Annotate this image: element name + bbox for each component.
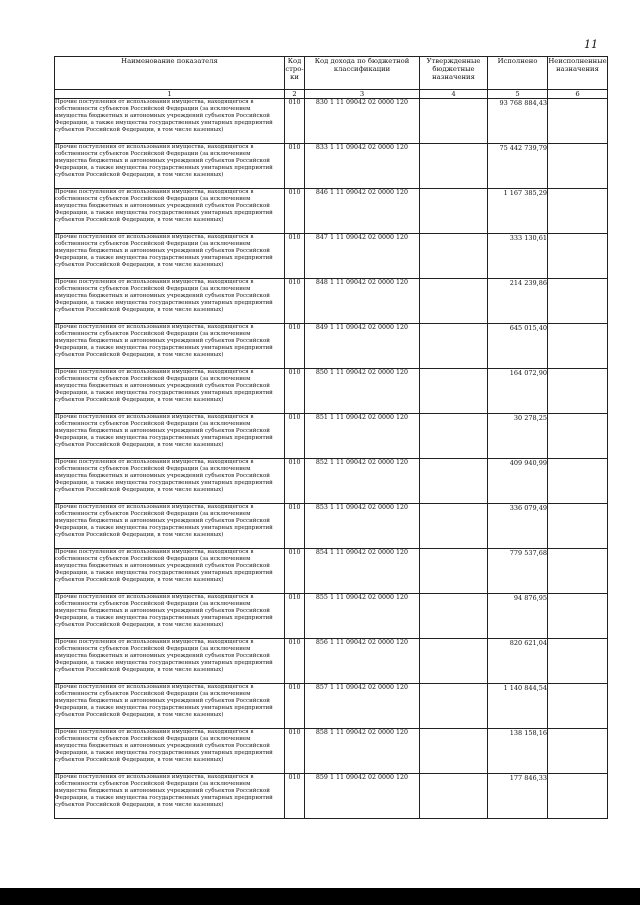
unexecuted-cell: [548, 504, 608, 549]
indicator-name-cell: Прочие поступления от использования имущества, находящегося в собственности субъектов Российской Федерации (за исключением имущества бюджетных и автономных учреждений субъектов Российской Федерации, а также имущества государственных унитарных предприятий субъектов Российской Федерации, в том числе казенных): [55, 639, 285, 684]
header-line-code: Код стро-ки: [285, 57, 305, 90]
approved-cell: [420, 504, 488, 549]
income-code-cell: 847 1 11 09042 02 0000 120: [305, 234, 420, 279]
table-row: [55, 459, 608, 504]
line-code-cell: 010: [285, 279, 305, 324]
unexecuted-cell: [548, 144, 608, 189]
unexecuted-cell: [548, 729, 608, 774]
income-code-cell: 854 1 11 09042 02 0000 120: [305, 549, 420, 594]
line-code-cell: 010: [285, 684, 305, 729]
approved-cell: [420, 729, 488, 774]
indicator-name-cell: Прочие поступления от использования имущества, находящегося в собственности субъектов Российской Федерации (за исключением имущества бюджетных и автономных учреждений субъектов Российской Федерации, а также имущества государственных унитарных предприятий субъектов Российской Федерации, в том числе казенных): [55, 594, 285, 639]
approved-cell: [420, 369, 488, 414]
income-code-cell: 846 1 11 09042 02 0000 120: [305, 189, 420, 234]
unexecuted-cell: [548, 279, 608, 324]
unexecuted-cell: [548, 684, 608, 729]
header-executed: Исполнено: [488, 57, 548, 90]
executed-cell: 177 846,33: [488, 774, 548, 819]
indicator-name-cell: Прочие поступления от использования имущества, находящегося в собственности субъектов Российской Федерации (за исключением имущества бюджетных и автономных учреждений субъектов Российской Федерации, а также имущества государственных унитарных предприятий субъектов Российской Федерации, в том числе казенных): [55, 549, 285, 594]
unexecuted-cell: [548, 549, 608, 594]
table-row: [55, 549, 608, 594]
income-code-cell: 848 1 11 09042 02 0000 120: [305, 279, 420, 324]
table-row: [55, 144, 608, 189]
table-row: [55, 414, 608, 459]
table-row: [55, 324, 608, 369]
executed-cell: 164 072,90: [488, 369, 548, 414]
page-number: 11: [584, 38, 598, 51]
approved-cell: [420, 549, 488, 594]
income-code-cell: 859 1 11 09042 02 0000 120: [305, 774, 420, 819]
line-code-cell: 010: [285, 144, 305, 189]
executed-cell: 333 130,61: [488, 234, 548, 279]
executed-cell: 30 278,25: [488, 414, 548, 459]
indicator-name-cell: Прочие поступления от использования имущества, находящегося в собственности субъектов Российской Федерации (за исключением имущества бюджетных и автономных учреждений субъектов Российской Федерации, а также имущества государственных унитарных предприятий субъектов Российской Федерации, в том числе казенных): [55, 504, 285, 549]
unexecuted-cell: [548, 324, 608, 369]
header-unexecuted: Неисполненные назначения: [548, 57, 608, 90]
executed-cell: 94 876,95: [488, 594, 548, 639]
line-code-cell: 010: [285, 414, 305, 459]
header-name: Наименование показателя: [55, 57, 285, 90]
table-row: [55, 369, 608, 414]
executed-cell: 214 239,86: [488, 279, 548, 324]
line-code-cell: 010: [285, 639, 305, 684]
column-number: 2: [285, 90, 305, 99]
indicator-name-cell: Прочие поступления от использования имущества, находящегося в собственности субъектов Российской Федерации (за исключением имущества бюджетных и автономных учреждений субъектов Российской Федерации, а также имущества государственных унитарных предприятий субъектов Российской Федерации, в том числе казенных): [55, 684, 285, 729]
indicator-name-cell: Прочие поступления от использования имущества, находящегося в собственности субъектов Российской Федерации (за исключением имущества бюджетных и автономных учреждений субъектов Российской Федерации, а также имущества государственных унитарных предприятий субъектов Российской Федерации, в том числе казенных): [55, 234, 285, 279]
approved-cell: [420, 324, 488, 369]
column-number-row: [55, 90, 608, 99]
executed-cell: 336 079,49: [488, 504, 548, 549]
unexecuted-cell: [548, 369, 608, 414]
line-code-cell: 010: [285, 594, 305, 639]
unexecuted-cell: [548, 189, 608, 234]
executed-cell: 138 158,16: [488, 729, 548, 774]
income-code-cell: 852 1 11 09042 02 0000 120: [305, 459, 420, 504]
unexecuted-cell: [548, 459, 608, 504]
executed-cell: 1 140 844,54: [488, 684, 548, 729]
table-row: [55, 594, 608, 639]
income-code-cell: 856 1 11 09042 02 0000 120: [305, 639, 420, 684]
line-code-cell: 010: [285, 549, 305, 594]
unexecuted-cell: [548, 99, 608, 144]
line-code-cell: 010: [285, 729, 305, 774]
executed-cell: 645 015,40: [488, 324, 548, 369]
indicator-name-cell: Прочие поступления от использования имущества, находящегося в собственности субъектов Российской Федерации (за исключением имущества бюджетных и автономных учреждений субъектов Российской Федерации, а также имущества государственных унитарных предприятий субъектов Российской Федерации, в том числе казенных): [55, 774, 285, 819]
executed-cell: 779 537,68: [488, 549, 548, 594]
column-number: 1: [55, 90, 285, 99]
approved-cell: [420, 639, 488, 684]
income-code-cell: 849 1 11 09042 02 0000 120: [305, 324, 420, 369]
approved-cell: [420, 99, 488, 144]
line-code-cell: 010: [285, 189, 305, 234]
column-number: 4: [420, 90, 488, 99]
income-report-table: [54, 56, 608, 819]
approved-cell: [420, 684, 488, 729]
income-code-cell: 850 1 11 09042 02 0000 120: [305, 369, 420, 414]
table-row: [55, 99, 608, 144]
line-code-cell: 010: [285, 369, 305, 414]
approved-cell: [420, 279, 488, 324]
table-row: [55, 504, 608, 549]
income-code-cell: 833 1 11 09042 02 0000 120: [305, 144, 420, 189]
table-header-row: [55, 57, 608, 90]
approved-cell: [420, 594, 488, 639]
indicator-name-cell: Прочие поступления от использования имущества, находящегося в собственности субъектов Российской Федерации (за исключением имущества бюджетных и автономных учреждений субъектов Российской Федерации, а также имущества государственных унитарных предприятий субъектов Российской Федерации, в том числе казенных): [55, 729, 285, 774]
indicator-name-cell: Прочие поступления от использования имущества, находящегося в собственности субъектов Российской Федерации (за исключением имущества бюджетных и автономных учреждений субъектов Российской Федерации, а также имущества государственных унитарных предприятий субъектов Российской Федерации, в том числе казенных): [55, 279, 285, 324]
indicator-name-cell: Прочие поступления от использования имущества, находящегося в собственности субъектов Российской Федерации (за исключением имущества бюджетных и автономных учреждений субъектов Российской Федерации, а также имущества государственных унитарных предприятий субъектов Российской Федерации, в том числе казенных): [55, 144, 285, 189]
indicator-name-cell: Прочие поступления от использования имущества, находящегося в собственности субъектов Российской Федерации (за исключением имущества бюджетных и автономных учреждений субъектов Российской Федерации, а также имущества государственных унитарных предприятий субъектов Российской Федерации, в том числе казенных): [55, 414, 285, 459]
approved-cell: [420, 774, 488, 819]
approved-cell: [420, 459, 488, 504]
indicator-name-cell: Прочие поступления от использования имущества, находящегося в собственности субъектов Российской Федерации (за исключением имущества бюджетных и автономных учреждений субъектов Российской Федерации, а также имущества государственных унитарных предприятий субъектов Российской Федерации, в том числе казенных): [55, 459, 285, 504]
column-number: 5: [488, 90, 548, 99]
indicator-name-cell: Прочие поступления от использования имущества, находящегося в собственности субъектов Российской Федерации (за исключением имущества бюджетных и автономных учреждений субъектов Российской Федерации, а также имущества государственных унитарных предприятий субъектов Российской Федерации, в том числе казенных): [55, 324, 285, 369]
unexecuted-cell: [548, 594, 608, 639]
unexecuted-cell: [548, 234, 608, 279]
income-code-cell: 830 1 11 09042 02 0000 120: [305, 99, 420, 144]
line-code-cell: 010: [285, 99, 305, 144]
executed-cell: 75 442 739,79: [488, 144, 548, 189]
line-code-cell: 010: [285, 324, 305, 369]
table-row: [55, 189, 608, 234]
table-row: [55, 639, 608, 684]
line-code-cell: 010: [285, 234, 305, 279]
table-row: [55, 234, 608, 279]
executed-cell: 409 940,99: [488, 459, 548, 504]
table-row: [55, 684, 608, 729]
line-code-cell: 010: [285, 774, 305, 819]
income-code-cell: 855 1 11 09042 02 0000 120: [305, 594, 420, 639]
table-body: [55, 99, 608, 819]
executed-cell: 93 768 884,43: [488, 99, 548, 144]
line-code-cell: 010: [285, 459, 305, 504]
column-number: 3: [305, 90, 420, 99]
income-code-cell: 851 1 11 09042 02 0000 120: [305, 414, 420, 459]
executed-cell: 820 621,04: [488, 639, 548, 684]
approved-cell: [420, 189, 488, 234]
approved-cell: [420, 234, 488, 279]
income-code-cell: 858 1 11 09042 02 0000 120: [305, 729, 420, 774]
unexecuted-cell: [548, 414, 608, 459]
approved-cell: [420, 144, 488, 189]
income-code-cell: 857 1 11 09042 02 0000 120: [305, 684, 420, 729]
indicator-name-cell: Прочие поступления от использования имущества, находящегося в собственности субъектов Российской Федерации (за исключением имущества бюджетных и автономных учреждений субъектов Российской Федерации, а также имущества государственных унитарных предприятий субъектов Российской Федерации, в том числе казенных): [55, 189, 285, 234]
income-code-cell: 853 1 11 09042 02 0000 120: [305, 504, 420, 549]
column-number: 6: [548, 90, 608, 99]
table-row: [55, 279, 608, 324]
unexecuted-cell: [548, 639, 608, 684]
header-income-code: Код дохода по бюджетной классификации: [305, 57, 420, 90]
table-row: [55, 774, 608, 819]
executed-cell: 1 167 385,29: [488, 189, 548, 234]
indicator-name-cell: Прочие поступления от использования имущества, находящегося в собственности субъектов Российской Федерации (за исключением имущества бюджетных и автономных учреждений субъектов Российской Федерации, а также имущества государственных унитарных предприятий субъектов Российской Федерации, в том числе казенных): [55, 99, 285, 144]
table-row: [55, 729, 608, 774]
header-approved: Утвержденные бюджетные назначения: [420, 57, 488, 90]
line-code-cell: 010: [285, 504, 305, 549]
approved-cell: [420, 414, 488, 459]
unexecuted-cell: [548, 774, 608, 819]
scan-bottom-edge: [0, 888, 640, 905]
indicator-name-cell: Прочие поступления от использования имущества, находящегося в собственности субъектов Российской Федерации (за исключением имущества бюджетных и автономных учреждений субъектов Российской Федерации, а также имущества государственных унитарных предприятий субъектов Российской Федерации, в том числе казенных): [55, 369, 285, 414]
